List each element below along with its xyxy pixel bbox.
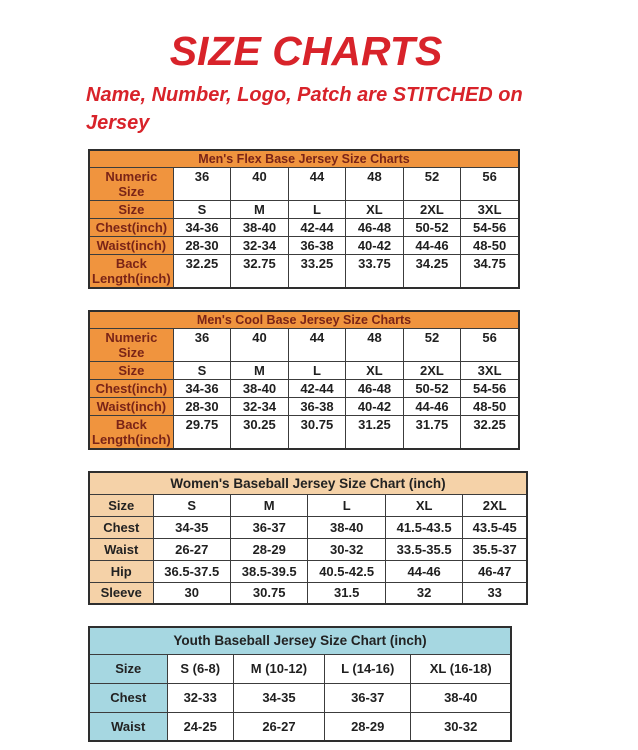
size-cell: 31.25 [346,416,404,450]
row-label: Size [89,494,153,516]
row-label: Size [89,201,173,219]
size-chart-table-womens [88,471,528,605]
size-cell: 3XL [461,201,519,219]
size-cell: 38-40 [308,516,385,538]
table-row [89,329,519,362]
size-cell: 36-37 [324,683,410,712]
size-cell: 2XL [463,494,527,516]
size-cell: 34-36 [173,219,231,237]
size-chart-table-mens-flex [88,149,520,289]
size-cell: 50-52 [403,219,461,237]
size-cell: 31.5 [308,582,385,604]
size-cell: M [230,494,307,516]
table-row [89,560,527,582]
size-cell: 2XL [403,201,461,219]
size-cell: L (14-16) [324,654,410,683]
size-cell: 33.5-35.5 [385,538,462,560]
size-cell: XL [385,494,462,516]
size-cell: 29.75 [173,416,231,450]
size-cell: 48-50 [461,398,519,416]
size-cell: XL [346,201,404,219]
size-cell: 30.75 [230,582,307,604]
size-cell: 52 [403,168,461,201]
size-cell: 32-33 [167,683,233,712]
size-cell: 28-30 [173,237,231,255]
size-cell: L [288,201,346,219]
size-cell: 46-48 [346,219,404,237]
table-row [89,237,519,255]
size-cell: 3XL [461,362,519,380]
size-cell: 34-35 [233,683,324,712]
row-label: Chest [89,683,167,712]
size-cell: 32-34 [231,398,289,416]
row-label: Back Length(inch) [89,416,173,450]
size-cell: 48 [346,168,404,201]
size-cell: 50-52 [403,380,461,398]
size-cell: 35.5-37 [463,538,527,560]
row-label: Chest [89,516,153,538]
size-cell: 2XL [403,362,461,380]
row-label: Waist(inch) [89,398,173,416]
row-label: Waist [89,712,167,741]
size-cell: 33.25 [288,255,346,289]
table-row [89,516,527,538]
size-cell: 30.25 [231,416,289,450]
size-cell: 44 [288,168,346,201]
size-cell: 44-46 [385,560,462,582]
size-cell: 38.5-39.5 [230,560,307,582]
size-cell: 40 [231,329,289,362]
size-cell: 46-48 [346,380,404,398]
size-cell: 42-44 [288,219,346,237]
size-cell: 30 [153,582,230,604]
size-cell: 26-27 [233,712,324,741]
size-cell: 32.25 [173,255,231,289]
size-cell: 32-34 [231,237,289,255]
size-chart-table-mens-cool [88,310,520,450]
table-row [89,654,511,683]
size-cell: 48 [346,329,404,362]
size-cell: 56 [461,168,519,201]
size-cell: 41.5-43.5 [385,516,462,538]
table-row [89,255,519,289]
table-row [89,362,519,380]
table-title-mens-cool: Men's Cool Base Jersey Size Charts [89,311,519,329]
row-label: Waist [89,538,153,560]
page-subtitle: Name, Number, Logo, Patch are STITCHED on Jersey [86,84,523,135]
size-cell: XL [346,362,404,380]
size-cell: L [308,494,385,516]
table-row [89,168,519,201]
size-cell: 34.75 [461,255,519,289]
table-row [89,380,519,398]
row-label: Size [89,362,173,380]
size-cell: S [153,494,230,516]
size-cell: 48-50 [461,237,519,255]
page-title: SIZE CHARTS [169,28,443,74]
size-cell: L [288,362,346,380]
size-cell: 32 [385,582,462,604]
size-cell: 36.5-37.5 [153,560,230,582]
size-cell: 33 [463,582,527,604]
tables-container [86,149,638,742]
row-label: Size [89,654,167,683]
size-cell: 40-42 [346,398,404,416]
size-cell: 40 [231,168,289,201]
table-row [89,582,527,604]
size-cell: M [231,201,289,219]
row-label: Hip [89,560,153,582]
row-label: Chest(inch) [89,380,173,398]
size-cell: S (6-8) [167,654,233,683]
size-cell: 36-38 [288,237,346,255]
size-cell: 38-40 [231,380,289,398]
size-cell: 30.75 [288,416,346,450]
size-cell: 44-46 [403,398,461,416]
size-cell: 28-30 [173,398,231,416]
size-cell: 33.75 [346,255,404,289]
row-label: Back Length(inch) [89,255,173,289]
size-cell: S [173,362,231,380]
size-cell: 34.25 [403,255,461,289]
size-cell: 36 [173,329,231,362]
table-row [89,201,519,219]
size-cell: 54-56 [461,219,519,237]
size-cell: 38-40 [231,219,289,237]
table-row [89,398,519,416]
table-row [89,712,511,741]
size-cell: M [231,362,289,380]
table-title-mens-flex: Men's Flex Base Jersey Size Charts [89,150,519,168]
table-title-womens: Women's Baseball Jersey Size Chart (inch) [89,472,527,494]
size-cell: 30-32 [308,538,385,560]
size-cell: 40.5-42.5 [308,560,385,582]
row-label: Chest(inch) [89,219,173,237]
table-row [89,416,519,450]
table-row [89,683,511,712]
size-cell: 44 [288,329,346,362]
size-cell: 30-32 [411,712,511,741]
row-label: Numeric Size [89,329,173,362]
row-label: Waist(inch) [89,237,173,255]
size-chart-table-youth [88,626,512,742]
size-cell: 31.75 [403,416,461,450]
size-cell: 26-27 [153,538,230,560]
size-cell: 32.25 [461,416,519,450]
size-cell: 54-56 [461,380,519,398]
size-cell: 36-38 [288,398,346,416]
table-row [89,538,527,560]
size-cell: 46-47 [463,560,527,582]
size-cell: XL (16-18) [411,654,511,683]
size-cell: 24-25 [167,712,233,741]
size-cell: 44-46 [403,237,461,255]
size-cell: 28-29 [324,712,410,741]
size-cell: 43.5-45 [463,516,527,538]
size-cell: 40-42 [346,237,404,255]
size-cell: S [173,201,231,219]
size-cell: 34-35 [153,516,230,538]
table-row [89,219,519,237]
size-cell: 36-37 [230,516,307,538]
table-title-youth: Youth Baseball Jersey Size Chart (inch) [89,627,511,654]
size-cell: 42-44 [288,380,346,398]
size-cell: 56 [461,329,519,362]
size-cell: M (10-12) [233,654,324,683]
row-label: Numeric Size [89,168,173,201]
size-cell: 28-29 [230,538,307,560]
size-cell: 34-36 [173,380,231,398]
size-cell: 38-40 [411,683,511,712]
table-row [89,494,527,516]
size-cell: 36 [173,168,231,201]
size-cell: 52 [403,329,461,362]
row-label: Sleeve [89,582,153,604]
size-cell: 32.75 [231,255,289,289]
